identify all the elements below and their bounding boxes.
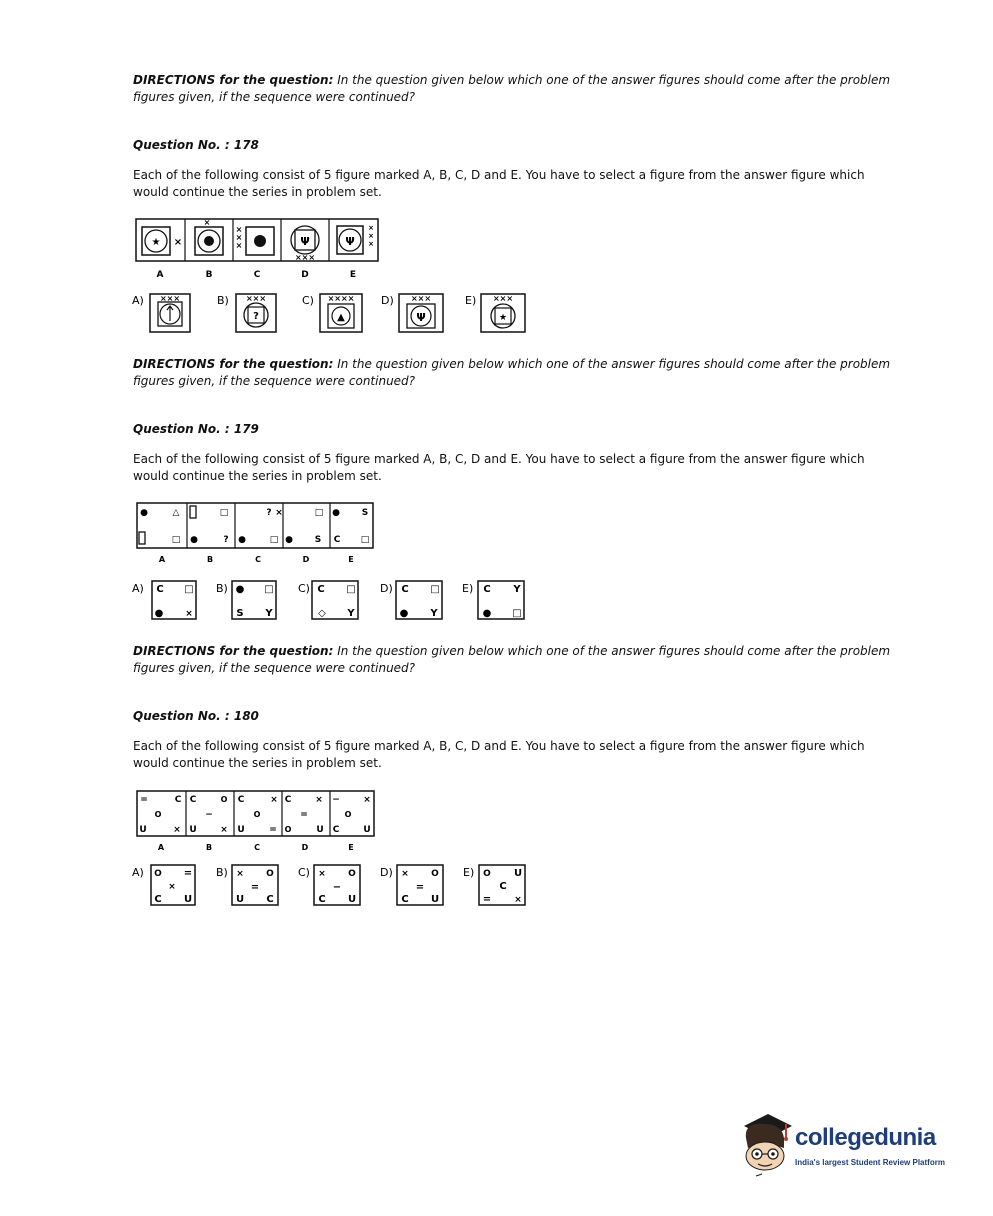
directions-text: In the question given below which one of the answer figures should come after the problem figures given, if the sequence were continued? [133, 644, 891, 675]
letter-c: C [401, 584, 409, 595]
crosses-icon: ×××× [327, 294, 355, 303]
question-number-180: Question No. : 180 [133, 709, 259, 723]
star-icon: ★ [498, 313, 508, 323]
circle-icon: O [154, 869, 162, 879]
dot-icon: ● [235, 584, 245, 595]
cross-icon: × [173, 237, 183, 248]
dot-icon: ● [285, 535, 293, 545]
letter-u: U [363, 825, 371, 835]
letter-u: U [235, 894, 245, 905]
letter-c: C [266, 894, 274, 905]
option-label: D) [380, 582, 393, 595]
option-label: C) [302, 294, 314, 307]
circle-icon: O [220, 795, 228, 804]
option-label: C) [298, 582, 310, 595]
figure-label: C [253, 270, 261, 280]
brand-tagline: India's largest Student Review Platform [795, 1158, 945, 1167]
option-label: E) [462, 582, 474, 595]
directions-180 [133, 643, 893, 677]
answer-figures-179 [132, 578, 532, 624]
letter-c: C [189, 795, 197, 805]
question-number-178: Question No. : 178 [133, 138, 259, 152]
figure-label: B [205, 270, 213, 280]
letter-c: C [332, 825, 340, 835]
question-number-179: Question No. : 179 [133, 422, 259, 436]
letter-u: U [513, 868, 523, 879]
option-label: A) [132, 582, 144, 595]
equals-icon: = [415, 882, 425, 893]
directions-label: DIRECTIONS for the question: [133, 644, 334, 658]
directions-179 [133, 356, 893, 390]
cross-icon: × [363, 795, 371, 805]
letter-u: U [237, 825, 245, 835]
square-icon: □ [512, 608, 522, 619]
problem-figures-178 [135, 218, 380, 280]
square-icon: □ [430, 584, 440, 595]
crosses-icon: ××× [492, 294, 514, 303]
equals-icon: = [250, 882, 260, 893]
figure-label: E [349, 270, 357, 280]
crosses-icon: ××× [410, 294, 432, 303]
cross-icon: × [236, 869, 244, 879]
dot-icon: ● [190, 535, 198, 545]
question-icon: ? [253, 311, 259, 322]
trident-icon: Ψ [345, 235, 355, 248]
option-label: B) [217, 294, 229, 307]
dot-icon: ● [399, 608, 409, 619]
letter-c: C [237, 795, 245, 805]
cross-icon: × [514, 895, 522, 905]
figure-label: D [301, 270, 309, 280]
answer-figures-178 [132, 290, 532, 336]
directions-178 [133, 72, 893, 106]
figure-label: B [205, 843, 213, 852]
dash-icon: − [205, 810, 213, 820]
directions-label: DIRECTIONS for the question: [133, 73, 334, 87]
trident-icon: Ψ [300, 235, 310, 248]
figure-label: A [158, 555, 166, 564]
brand-name: collegedunia [795, 1124, 936, 1151]
cross-icon: × [235, 225, 243, 234]
letter-c: C [317, 584, 325, 595]
dash-icon: − [332, 795, 340, 805]
triangle-icon: ▲ [337, 312, 345, 323]
star-icon: ★ [151, 237, 161, 248]
problem-figures-179 [136, 502, 376, 564]
figure-label: A [157, 843, 165, 852]
equals-icon: = [183, 868, 193, 879]
option-label: A) [132, 294, 144, 307]
dot-icon: ● [238, 535, 246, 545]
letter-y: Y [265, 608, 273, 619]
figure-label: D [301, 843, 309, 852]
cross-icon: × [368, 240, 374, 248]
question-statement-179: Each of the following consist of 5 figure marked A, B, C, D and E. You have to select a figure from the answer figure which would continue the series in problem set. [133, 452, 865, 483]
equals-icon: = [140, 795, 148, 805]
option-label: E) [463, 866, 475, 879]
cross-icon: × [220, 825, 228, 835]
circle-icon: O [344, 810, 352, 819]
cross-icon: × [185, 609, 193, 619]
figure-label: D [302, 555, 310, 564]
letter-u: U [189, 825, 197, 835]
crosses-icon: ××× [294, 253, 316, 262]
question-statement-180: Each of the following consist of 5 figure marked A, B, C, D and E. You have to select a figure from the answer figure which would continue the series in problem set. [133, 739, 865, 770]
letter-c: C [174, 795, 182, 805]
option-label: D) [380, 866, 393, 879]
circle-icon: O [154, 810, 162, 819]
cross-icon: × [270, 795, 278, 805]
letter-u: U [183, 894, 193, 905]
circle-icon: O [266, 869, 274, 879]
letter-c: C [401, 894, 409, 905]
letter-c: C [154, 894, 162, 905]
cross-icon: × [203, 218, 211, 227]
letter-u: U [139, 825, 147, 835]
question-icon: ? [223, 535, 229, 545]
question-statement-178: Each of the following consist of 5 figure marked A, B, C, D and E. You have to select a figure from the answer figure which would continue the series in problem set. [133, 168, 865, 199]
figure-label: E [348, 843, 354, 852]
equals-icon: = [269, 825, 277, 835]
dot-icon: ● [140, 508, 148, 518]
letter-y: Y [513, 584, 521, 595]
letter-y: Y [347, 608, 355, 619]
cross-icon: × [318, 869, 326, 879]
letter-c: C [284, 795, 292, 805]
cross-icon: × [173, 825, 181, 835]
option-label: D) [381, 294, 394, 307]
letter-c: C [156, 584, 164, 595]
option-label: A) [132, 866, 144, 879]
square-icon: □ [219, 508, 229, 518]
square-icon: □ [269, 535, 279, 545]
letter-c: C [333, 535, 341, 545]
letter-s: S [236, 608, 244, 619]
problem-figures-180 [136, 790, 378, 852]
mascot-icon [738, 1108, 794, 1178]
dot-icon: ● [154, 608, 164, 619]
dash-icon: − [332, 882, 342, 893]
cross-icon: × [401, 869, 409, 879]
letter-u: U [347, 894, 357, 905]
circle-icon: O [431, 869, 439, 879]
circle-icon: O [483, 869, 491, 879]
directions-text: In the question given below which one of the answer figures should come after the problem figures given, if the sequence were continued? [133, 357, 891, 388]
option-label: C) [298, 866, 310, 879]
triangle-icon: △ [172, 508, 180, 518]
equals-icon: = [300, 810, 308, 820]
option-label: B) [216, 582, 228, 595]
cross-icon: × [368, 232, 374, 240]
dot-icon: ● [482, 608, 492, 619]
circle-icon: O [348, 869, 356, 879]
figure-label: B [206, 555, 214, 564]
figure-label: A [156, 270, 164, 280]
square-icon: □ [314, 508, 324, 518]
figure-label: C [255, 555, 261, 564]
figure-label: C [254, 843, 260, 852]
cross-icon: × [275, 508, 283, 518]
question-icon: ? [266, 508, 272, 518]
cross-icon: × [235, 233, 243, 242]
crosses-icon: ××× [159, 294, 181, 303]
cross-icon: × [235, 241, 243, 250]
crosses-icon: ××× [245, 294, 267, 303]
cross-icon: × [368, 224, 374, 232]
figure-label: E [348, 555, 354, 564]
square-icon: □ [346, 584, 356, 595]
circle-icon: O [284, 825, 292, 834]
equals-icon: = [482, 894, 492, 905]
square-icon: □ [184, 584, 194, 595]
cross-icon: × [315, 795, 323, 805]
letter-u: U [316, 825, 324, 835]
square-icon: □ [264, 584, 274, 595]
letter-c: C [483, 584, 491, 595]
trident-icon: Ψ [416, 311, 426, 324]
directions-label: DIRECTIONS for the question: [133, 357, 334, 371]
square-icon: □ [171, 535, 181, 545]
diamond-icon: ◇ [318, 608, 326, 619]
letter-c: C [499, 881, 507, 892]
answer-figures-180 [132, 862, 532, 910]
option-label: B) [216, 866, 228, 879]
directions-text: In the question given below which one of the answer figures should come after the problem figures given, if the sequence were continued? [133, 73, 891, 104]
letter-s: S [361, 508, 369, 518]
letter-u: U [430, 894, 440, 905]
letter-c: C [318, 894, 326, 905]
dot-icon: ● [332, 508, 340, 518]
option-label: E) [465, 294, 477, 307]
letter-s: S [314, 535, 322, 545]
circle-icon: O [253, 810, 261, 819]
square-icon: □ [360, 535, 370, 545]
cross-icon: × [168, 882, 176, 892]
collegedunia-logo [738, 1108, 968, 1178]
letter-y: Y [430, 608, 438, 619]
